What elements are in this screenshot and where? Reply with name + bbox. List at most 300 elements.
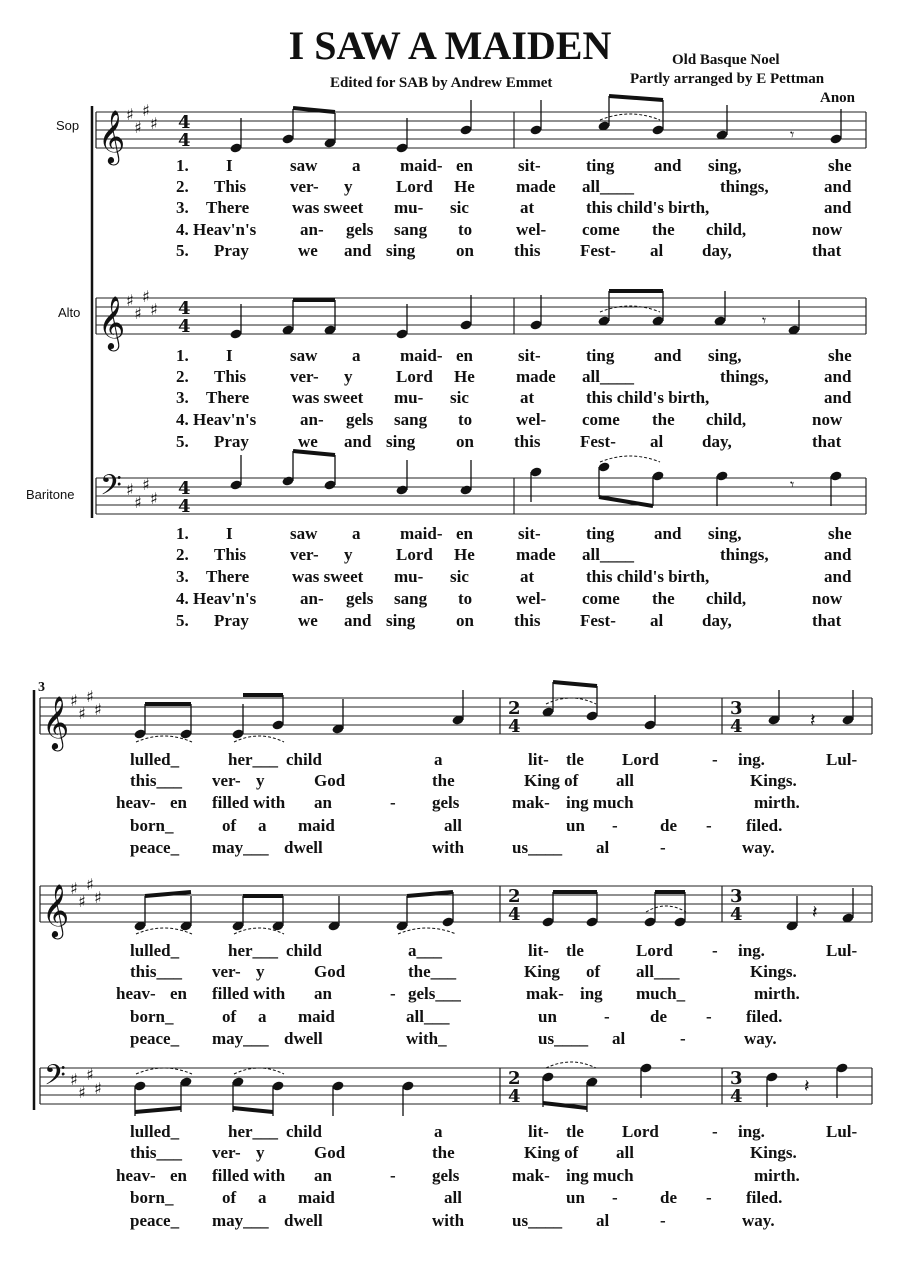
key-signature-sharp: ♯ [126,105,134,124]
lyric-s2-alto-syllable: God [314,962,346,981]
lyric-s1-syllable: on [456,432,474,451]
lyric-s2-bar-syllable: en [170,1166,187,1185]
lyric-s1-syllable: 5. [176,611,189,630]
lyric-s1-syllable: this child's birth, [586,388,710,407]
lyric-s1-syllable: sic [450,567,469,586]
lyric-s2-sop-syllable: a [258,816,267,835]
lyric-s1-syllable: and [344,241,372,260]
treble-clef: 𝄞 [98,295,126,349]
lyric-s2-sop-syllable: al [596,838,610,857]
lyric-s1-syllable: sing [386,432,416,451]
lyric-s1-syllable: sang [394,589,428,608]
lyric-s2-bar-syllable: de [660,1188,677,1207]
lyric-s1-syllable: sing [386,611,416,630]
lyric-s1-syllable: gels [346,589,374,608]
lyric-s2-alto-syllable: peace_ [130,1029,180,1048]
lyric-s2-alto-syllable: un [538,1007,557,1026]
lyric-s1-syllable: 2. [176,177,189,196]
lyric-s1-syllable: was sweet [292,567,364,586]
lyric-s2-alto-syllable: en [170,984,187,1003]
lyric-s1-syllable: Lord [396,545,433,564]
lyric-s1-syllable: mu- [394,198,424,217]
lyric-s2-sop-syllable: this___ [130,771,182,790]
lyric-s1-syllable: at [520,567,535,586]
key-signature-sharp: ♯ [70,879,78,898]
time-signature: 4 [730,904,743,925]
lyric-s1-syllable: to [458,220,473,239]
lyric-s2-alto-syllable: y [256,962,265,981]
lyric-s2-alto-syllable: much_ [636,984,686,1003]
key-signature-sharp: ♯ [70,691,78,710]
lyric-s2-sop-syllable: gels [432,793,460,812]
lyric-s1-syllable: sing, [708,346,742,365]
key-signature-sharp: ♯ [94,700,102,719]
lyric-s1-syllable: 1. [176,524,189,543]
lyric-s2-bar-syllable: lit- [528,1122,549,1141]
lyric-s1-syllable: y [344,177,353,196]
lyric-s2-bar-syllable: of [222,1188,237,1207]
lyric-s2-alto-syllable: dwell [284,1029,323,1048]
treble-clef: 𝄞 [42,695,70,749]
lyric-s1-syllable: He [454,177,475,196]
key-signature-sharp: ♯ [134,304,142,323]
lyric-s2-bar-syllable: lulled_ [130,1122,180,1141]
lyric-s1-syllable: all____ [582,545,634,564]
lyric-s1-syllable: this [514,611,541,630]
lyric-s2-alto-syllable: Lul- [826,941,858,960]
editor-credit: Edited for SAB by Andrew Emmet [330,75,553,91]
lyric-s1-syllable: 2. [176,545,189,564]
lyric-s2-bar-syllable: ing. [738,1122,765,1141]
lyric-s2-bar-syllable: a [258,1188,267,1207]
lyric-s2-sop-syllable: all [616,771,634,790]
lyric-s1-syllable: sing, [708,156,742,175]
lyricist-credit: Anon [820,90,856,106]
lyric-s2-sop-syllable: the [432,771,455,790]
treble-clef: 𝄞 [98,109,126,163]
lyric-s1-syllable: en [456,524,473,543]
lyric-s1-syllable: I [226,524,233,543]
lyric-s1-syllable: this [514,241,541,260]
part-label-baritone: Baritone [26,487,75,502]
lyric-s2-sop-syllable: filed. [746,816,783,835]
lyric-s1-syllable: and [824,545,852,564]
lyric-s1-syllable: she [828,524,852,543]
lyric-s1-syllable: this [514,432,541,451]
lyric-s1-syllable: Pray [214,432,249,451]
lyric-s2-sop-syllable: ing much [566,793,634,812]
lyric-s1-syllable: Fest- [580,432,616,451]
arranger-credit: Partly arranged by E Pettman [630,71,825,87]
lyric-s2-sop-syllable: all [444,816,462,835]
lyric-s1-syllable: this child's birth, [586,198,710,217]
lyric-s2-alto-syllable: ing. [738,941,765,960]
lyric-s1-syllable: sing, [708,524,742,543]
lyric-s2-alto-syllable: gels___ [408,984,461,1003]
lyric-s2-sop-syllable: lulled_ [130,750,180,769]
lyric-s2-alto-syllable: filed. [746,1007,783,1026]
lyric-s1-syllable: now [812,410,843,429]
lyric-s1-syllable: Fest- [580,611,616,630]
lyric-s2-sop-syllable: a [434,750,443,769]
lyric-s2-alto-syllable: us____ [538,1029,589,1048]
lyric-s1-syllable: al [650,611,664,630]
lyric-s1-syllable: a [352,156,361,175]
lyric-s2-bar-syllable: this___ [130,1143,182,1162]
lyric-s1-syllable: sit- [518,346,541,365]
rest: 𝄽 [812,902,818,923]
lyric-s1-syllable: en [456,346,473,365]
time-signature: 4 [178,316,191,337]
lyric-s2-sop-syllable: - [712,750,718,769]
lyric-s1-syllable: day, [702,241,732,260]
lyric-s2-bar-syllable: may___ [212,1211,269,1230]
rest: 𝄽 [810,710,816,731]
lyric-s2-sop-syllable: dwell [284,838,323,857]
lyric-s1-syllable: I [226,156,233,175]
lyric-s1-syllable: all____ [582,177,634,196]
key-signature-sharp: ♯ [150,114,158,133]
lyric-s1-syllable: at [520,198,535,217]
lyric-s2-sop-syllable: filled with [212,793,286,812]
slur [234,1068,284,1074]
lyric-s1-syllable: this child's birth, [586,567,710,586]
lyric-s1-syllable: 5. [176,241,189,260]
lyric-s2-sop-syllable: child [286,750,322,769]
lyric-s2-sop-syllable: Kings. [750,771,797,790]
lyric-s1-syllable: al [650,432,664,451]
lyric-s1-syllable: and [824,567,852,586]
lyric-s1-syllable: 3. [176,388,189,407]
lyric-s1-syllable: maid- [400,156,443,175]
lyric-s2-bar-syllable: dwell [284,1211,323,1230]
lyric-s1-syllable: y [344,545,353,564]
time-signature: 4 [178,496,191,517]
lyric-s1-syllable: she [828,156,852,175]
key-signature-sharp: ♯ [142,287,150,306]
key-signature-sharp: ♯ [70,1070,78,1089]
time-signature: 4 [178,130,191,151]
lyric-s2-alto-syllable: mak- [526,984,564,1003]
lyric-s2-alto-syllable: this___ [130,962,182,981]
lyric-s2-sop-syllable: - [660,838,666,857]
time-signature: 3 [730,698,743,719]
lyric-s1-syllable: 4. Heav'n's [176,410,257,429]
lyric-s1-syllable: an- [300,589,324,608]
lyric-s1-syllable: maid- [400,346,443,365]
lyric-s1-syllable: en [456,156,473,175]
lyric-s2-bar-syllable: - [706,1188,712,1207]
lyric-s2-bar-syllable: Kings. [750,1143,797,1162]
key-signature-sharp: ♯ [134,118,142,137]
lyric-s1-syllable: to [458,410,473,429]
lyric-s1-syllable: things, [720,545,769,564]
part-label-alto: Alto [58,305,81,320]
lyric-s2-sop-syllable: heav- [116,793,156,812]
lyric-s1-syllable: day, [702,611,732,630]
lyric-s2-bar-syllable: al [596,1211,610,1230]
rest: 𝄾 [762,311,767,330]
lyric-s1-syllable: and [824,198,852,217]
lyric-s1-syllable: 5. [176,432,189,451]
lyric-s2-bar-syllable: us____ [512,1211,563,1230]
lyric-s1-syllable: the [652,410,675,429]
lyric-s1-syllable: child, [706,410,747,429]
lyric-s2-bar-syllable: heav- [116,1166,156,1185]
lyric-s1-syllable: all____ [582,367,634,386]
lyric-s1-syllable: at [520,388,535,407]
lyric-s2-alto-syllable: Lord [636,941,673,960]
lyric-s1-syllable: and [344,611,372,630]
lyric-s1-syllable: an- [300,220,324,239]
lyric-s2-bar-syllable: tle [566,1122,584,1141]
lyric-s2-sop-syllable: un [566,816,585,835]
key-signature-sharp: ♯ [126,480,134,499]
lyric-s2-bar-syllable: all [444,1188,462,1207]
slur [136,1068,192,1074]
lyric-s2-sop-syllable: may___ [212,838,269,857]
slur [546,1062,596,1068]
lyric-s1-syllable: to [458,589,473,608]
lyric-s1-syllable: He [454,367,475,386]
lyric-s1-syllable: child, [706,589,747,608]
lyric-s2-sop-syllable: way. [742,838,775,857]
slur [600,456,660,462]
lyric-s1-syllable: ting [586,524,615,543]
lyric-s2-bar-syllable: ver- [212,1143,241,1162]
lyric-s2-alto-syllable: tle [566,941,584,960]
time-signature: 3 [730,886,743,907]
lyric-s1-syllable: There [206,198,250,217]
lyric-s2-bar-syllable: maid [298,1188,335,1207]
lyric-s2-alto-syllable: King [524,962,560,981]
beam [135,1108,181,1112]
lyric-s1-syllable: a [352,346,361,365]
lyric-s2-alto-syllable: born_ [130,1007,174,1026]
key-signature-sharp: ♯ [78,704,86,723]
lyric-s1-syllable: a [352,524,361,543]
lyric-s2-sop-syllable: mirth. [754,793,800,812]
key-signature-sharp: ♯ [86,875,94,894]
lyric-s1-syllable: made [516,177,556,196]
lyric-s2-sop-syllable: Lord [622,750,659,769]
lyric-s1-syllable: sang [394,410,428,429]
lyric-s2-bar-syllable: an [314,1166,332,1185]
time-signature: 4 [178,298,191,319]
lyric-s2-alto-syllable: mirth. [754,984,800,1003]
lyric-s1-syllable: and [344,432,372,451]
lyric-s1-syllable: sic [450,388,469,407]
lyric-s2-bar-syllable: - [660,1211,666,1230]
lyric-s1-syllable: 4. Heav'n's [176,220,257,239]
lyric-s1-syllable: sang [394,220,428,239]
lyric-s2-bar-syllable: filled with [212,1166,286,1185]
lyric-s2-alto-syllable: her___ [228,941,279,960]
lyric-s2-alto-syllable: - [390,984,396,1003]
key-signature-sharp: ♯ [86,687,94,706]
rest: 𝄾 [790,475,795,494]
lyric-s2-alto-syllable: all___ [406,1007,450,1026]
lyric-s2-bar-syllable: - [612,1188,618,1207]
lyric-s2-sop-syllable: born_ [130,816,174,835]
lyric-s2-alto-syllable: - [712,941,718,960]
lyric-s1-syllable: come [582,410,620,429]
bass-clef: 𝄢 [100,469,122,509]
lyric-s2-alto-syllable: lulled_ [130,941,180,960]
lyric-s1-syllable: gels [346,410,374,429]
lyric-s2-bar-syllable: all [616,1143,634,1162]
lyric-s2-bar-syllable: her___ [228,1122,279,1141]
lyric-s1-syllable: mu- [394,388,424,407]
lyric-s1-syllable: Pray [214,241,249,260]
lyric-s2-sop-syllable: - [612,816,618,835]
lyric-s2-sop-syllable: Lul- [826,750,858,769]
lyric-s1-syllable: wel- [516,410,547,429]
lyric-s2-sop-syllable: y [256,771,265,790]
lyric-s2-alto-syllable: lit- [528,941,549,960]
lyric-s2-sop-syllable: an [314,793,332,812]
lyric-s1-syllable: wel- [516,589,547,608]
key-signature-sharp: ♯ [150,489,158,508]
lyric-s1-syllable: ver- [290,367,319,386]
lyric-s1-syllable: and [824,177,852,196]
lyric-s2-bar-syllable: way. [742,1211,775,1230]
key-signature-sharp: ♯ [126,291,134,310]
lyric-s1-syllable: wel- [516,220,547,239]
lyric-s2-sop-syllable: peace_ [130,838,180,857]
lyric-s1-syllable: Lord [396,177,433,196]
lyric-s1-syllable: made [516,367,556,386]
lyric-s2-bar-syllable: King of [524,1143,579,1162]
bass-clef: 𝄢 [44,1059,66,1099]
lyric-s1-syllable: mu- [394,567,424,586]
key-signature-sharp: ♯ [142,101,150,120]
page-title: I SAW A MAIDEN [288,23,612,68]
time-signature: 2 [508,886,521,907]
beam [553,682,597,686]
lyric-s2-alto-syllable: with_ [406,1029,447,1048]
lyric-s2-alto-syllable: ing [580,984,603,1003]
key-signature-sharp: ♯ [78,892,86,911]
lyric-s2-sop-syllable: us____ [512,838,563,857]
lyric-s1-syllable: saw [290,156,318,175]
lyric-s2-alto-syllable: a [258,1007,267,1026]
lyric-s2-sop-syllable: mak- [512,793,550,812]
lyric-s1-syllable: ting [586,156,615,175]
lyric-s2-sop-syllable: de [660,816,677,835]
lyric-s1-syllable: 3. [176,198,189,217]
lyric-s1-syllable: sic [450,198,469,217]
lyric-s1-syllable: 1. [176,156,189,175]
lyric-s2-bar-syllable: y [256,1143,265,1162]
lyric-s1-syllable: the [652,589,675,608]
lyric-s1-syllable: now [812,589,843,608]
lyric-s2-alto-syllable: filled with [212,984,286,1003]
lyric-s1-syllable: sing [386,241,416,260]
lyric-s2-bar-syllable: with [432,1211,465,1230]
lyric-s1-syllable: Pray [214,611,249,630]
lyric-s1-syllable: we [298,432,318,451]
lyric-s1-syllable: gels [346,220,374,239]
lyric-s1-syllable: now [812,220,843,239]
lyric-s2-alto-syllable: may___ [212,1029,269,1048]
key-signature-sharp: ♯ [86,1065,94,1084]
lyric-s1-syllable: on [456,611,474,630]
treble-clef: 𝄞 [42,883,70,937]
part-label-sop: Sop [56,118,80,133]
lyric-s1-syllable: and [654,346,682,365]
rest: 𝄽 [804,1076,810,1097]
lyric-s1-syllable: ver- [290,177,319,196]
lyric-s1-syllable: was sweet [292,388,364,407]
lyric-s2-alto-syllable: Kings. [750,962,797,981]
lyric-s1-syllable: al [650,241,664,260]
lyric-s2-bar-syllable: born_ [130,1188,174,1207]
lyric-s1-syllable: This [214,367,247,386]
lyric-s1-syllable: that [812,241,842,260]
lyric-s1-syllable: that [812,432,842,451]
lyric-s2-bar-syllable: a [434,1122,443,1141]
lyric-s1-syllable: and [824,367,852,386]
lyric-s2-sop-syllable: of [222,816,237,835]
lyric-s1-syllable: sit- [518,524,541,543]
lyric-s2-sop-syllable: maid [298,816,335,835]
lyric-s2-bar-syllable: Lord [622,1122,659,1141]
lyric-s1-syllable: y [344,367,353,386]
lyric-s1-syllable: sit- [518,156,541,175]
lyric-s1-syllable: Fest- [580,241,616,260]
lyric-s2-alto-syllable: - [680,1029,686,1048]
lyric-s2-bar-syllable: filed. [746,1188,783,1207]
key-signature-sharp: ♯ [134,493,142,512]
lyric-s2-alto-syllable: al [612,1029,626,1048]
lyric-s1-syllable: she [828,346,852,365]
lyric-s2-sop-syllable: her___ [228,750,279,769]
lyric-s2-sop-syllable: en [170,793,187,812]
time-signature: 4 [508,716,521,737]
lyric-s2-sop-syllable: with [432,838,465,857]
lyric-s1-syllable: There [206,567,250,586]
lyric-s1-syllable: 2. [176,367,189,386]
lyric-s2-bar-syllable: mirth. [754,1166,800,1185]
lyric-s1-syllable: on [456,241,474,260]
lyric-s1-syllable: child, [706,220,747,239]
time-signature: 4 [730,716,743,737]
key-signature-sharp: ♯ [78,1083,86,1102]
slur [646,906,686,912]
lyric-s2-alto-syllable: way. [744,1029,777,1048]
time-signature: 2 [508,698,521,719]
lyric-s1-syllable: was sweet [292,198,364,217]
lyric-s1-syllable: come [582,589,620,608]
source-credit: Old Basque Noel [672,52,780,68]
lyric-s2-sop-syllable: King of [524,771,579,790]
key-signature-sharp: ♯ [94,1079,102,1098]
lyric-s2-alto-syllable: maid [298,1007,335,1026]
lyric-s2-alto-syllable: heav- [116,984,156,1003]
beam [609,96,663,100]
time-signature: 4 [178,478,191,499]
beam [293,108,335,112]
slur [234,736,284,742]
key-signature-sharp: ♯ [150,300,158,319]
lyric-s1-syllable: This [214,177,247,196]
lyric-s1-syllable: that [812,611,842,630]
lyric-s1-syllable: saw [290,346,318,365]
time-signature: 4 [730,1086,743,1107]
beam [233,1108,273,1112]
lyric-s2-alto-syllable: all___ [636,962,680,981]
